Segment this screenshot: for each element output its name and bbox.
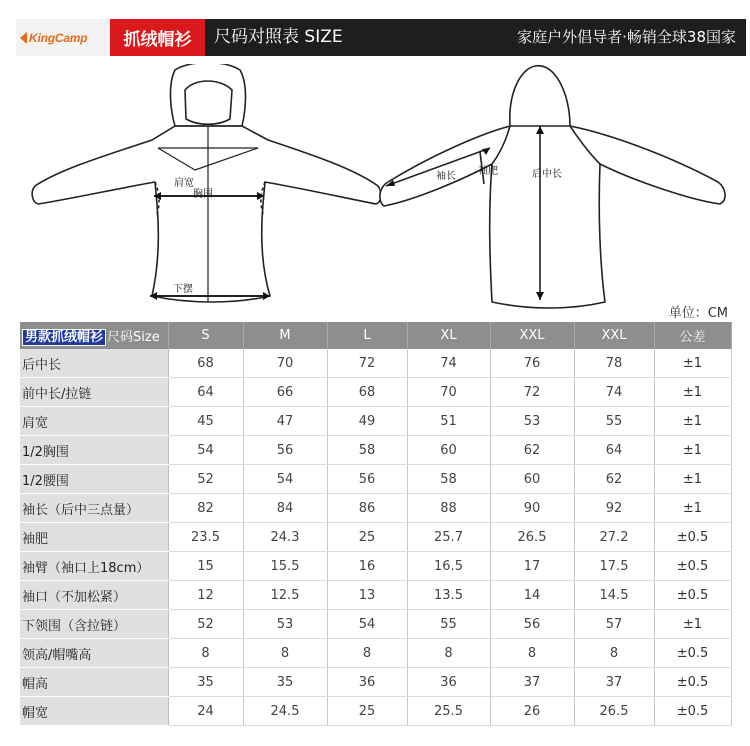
size-value-cell: 13.5 <box>407 581 490 610</box>
size-value-cell: 17.5 <box>574 552 654 581</box>
logo-text: KingCamp <box>29 30 88 45</box>
table-row <box>20 552 731 581</box>
size-value-cell: 26.5 <box>574 697 654 726</box>
size-value-cell: 8 <box>327 639 407 668</box>
tolerance-cell: ±1 <box>654 465 731 494</box>
chest-label: 胸围 <box>193 189 213 200</box>
size-value-cell: 36 <box>407 668 490 697</box>
size-value-cell: 62 <box>574 465 654 494</box>
row-label: 1/2腰围 <box>20 465 168 494</box>
brand-logo <box>16 19 110 56</box>
size-value-cell: 70 <box>243 349 327 378</box>
size-value-cell: 58 <box>327 436 407 465</box>
size-value-cell: 8 <box>574 639 654 668</box>
sleeve-width-label: 袖肥 <box>478 166 498 177</box>
size-value-cell: 55 <box>574 407 654 436</box>
row-label: 肩宽 <box>20 407 168 436</box>
size-value-cell: 72 <box>327 349 407 378</box>
row-label: 领高/帽嘴高 <box>20 639 168 668</box>
size-value-cell: 16.5 <box>407 552 490 581</box>
row-label: 1/2胸围 <box>20 436 168 465</box>
size-table <box>20 322 732 726</box>
size-value-cell: 82 <box>168 494 243 523</box>
size-value-cell: 66 <box>243 378 327 407</box>
header-bar <box>16 19 746 56</box>
column-header: XL <box>407 322 490 349</box>
size-value-cell: 15.5 <box>243 552 327 581</box>
size-value-cell: 56 <box>243 436 327 465</box>
table-row <box>20 668 731 697</box>
size-value-cell: 76 <box>490 349 574 378</box>
sleeve-length-label: 袖长 <box>436 171 456 182</box>
size-value-cell: 64 <box>574 436 654 465</box>
back-length-label: 后中长 <box>532 169 562 180</box>
unit-label: 单位：CM <box>668 306 728 321</box>
size-value-cell: 86 <box>327 494 407 523</box>
tolerance-cell: ±0.5 <box>654 639 731 668</box>
size-value-cell: 16 <box>327 552 407 581</box>
table-header-label-cell <box>20 322 168 349</box>
jacket-front-diagram <box>20 64 380 314</box>
column-header-tolerance: 公差 <box>654 322 731 349</box>
row-label: 袖长（后中三点量） <box>20 494 168 523</box>
table-body <box>20 349 731 726</box>
product-tag: 抓绒帽衫 <box>110 19 205 56</box>
size-value-cell: 25.7 <box>407 523 490 552</box>
logo-mark-icon <box>20 32 27 44</box>
shoulder-label: 肩宽 <box>174 178 194 189</box>
table-row <box>20 436 731 465</box>
size-value-cell: 56 <box>490 610 574 639</box>
table-header-label: 尺码Size <box>107 330 160 345</box>
size-value-cell: 26 <box>490 697 574 726</box>
size-value-cell: 8 <box>407 639 490 668</box>
size-value-cell: 74 <box>574 378 654 407</box>
size-value-cell: 52 <box>168 465 243 494</box>
size-value-cell: 36 <box>327 668 407 697</box>
size-value-cell: 55 <box>407 610 490 639</box>
size-value-cell: 24 <box>168 697 243 726</box>
size-value-cell: 25 <box>327 523 407 552</box>
size-value-cell: 25 <box>327 697 407 726</box>
size-value-cell: 14 <box>490 581 574 610</box>
row-label: 后中长 <box>20 349 168 378</box>
tolerance-cell: ±1 <box>654 610 731 639</box>
size-value-cell: 8 <box>243 639 327 668</box>
size-value-cell: 8 <box>168 639 243 668</box>
table-row <box>20 349 731 378</box>
size-value-cell: 90 <box>490 494 574 523</box>
row-label: 下领围（含拉链） <box>20 610 168 639</box>
row-label: 帽高 <box>20 668 168 697</box>
table-row <box>20 610 731 639</box>
table-row <box>20 581 731 610</box>
size-value-cell: 70 <box>407 378 490 407</box>
size-value-cell: 12 <box>168 581 243 610</box>
size-value-cell: 14.5 <box>574 581 654 610</box>
size-value-cell: 54 <box>327 610 407 639</box>
table-row <box>20 407 731 436</box>
size-value-cell: 8 <box>490 639 574 668</box>
size-value-cell: 74 <box>407 349 490 378</box>
table-row <box>20 378 731 407</box>
row-label: 袖肥 <box>20 523 168 552</box>
table-row <box>20 465 731 494</box>
size-value-cell: 23.5 <box>168 523 243 552</box>
table-row <box>20 639 731 668</box>
size-value-cell: 49 <box>327 407 407 436</box>
tolerance-cell: ±0.5 <box>654 523 731 552</box>
size-value-cell: 27.2 <box>574 523 654 552</box>
size-value-cell: 56 <box>327 465 407 494</box>
column-header: L <box>327 322 407 349</box>
size-value-cell: 60 <box>407 436 490 465</box>
table-header-tag: 男款抓绒帽衫 <box>22 329 106 346</box>
row-label: 袖口（不加松紧） <box>20 581 168 610</box>
size-value-cell: 26.5 <box>490 523 574 552</box>
size-value-cell: 24.3 <box>243 523 327 552</box>
size-chart-title: 尺码对照表 SIZE <box>214 27 343 47</box>
size-value-cell: 13 <box>327 581 407 610</box>
hem-label: 下摆 <box>173 284 193 295</box>
size-value-cell: 64 <box>168 378 243 407</box>
tolerance-cell: ±0.5 <box>654 697 731 726</box>
row-label: 帽宽 <box>20 697 168 726</box>
tolerance-cell: ±1 <box>654 378 731 407</box>
size-value-cell: 45 <box>168 407 243 436</box>
size-value-cell: 12.5 <box>243 581 327 610</box>
size-value-cell: 54 <box>168 436 243 465</box>
size-value-cell: 58 <box>407 465 490 494</box>
tolerance-cell: ±1 <box>654 349 731 378</box>
size-value-cell: 25.5 <box>407 697 490 726</box>
size-value-cell: 57 <box>574 610 654 639</box>
size-value-cell: 53 <box>243 610 327 639</box>
tolerance-cell: ±0.5 <box>654 668 731 697</box>
size-value-cell: 92 <box>574 494 654 523</box>
table-header-row <box>20 322 731 349</box>
table-row <box>20 523 731 552</box>
column-header: XXL <box>574 322 654 349</box>
size-value-cell: 15 <box>168 552 243 581</box>
size-value-cell: 84 <box>243 494 327 523</box>
size-value-cell: 51 <box>407 407 490 436</box>
size-value-cell: 35 <box>168 668 243 697</box>
column-header: XXL <box>490 322 574 349</box>
size-value-cell: 47 <box>243 407 327 436</box>
jacket-back-diagram <box>370 64 750 314</box>
tolerance-cell: ±0.5 <box>654 552 731 581</box>
tolerance-cell: ±1 <box>654 436 731 465</box>
size-value-cell: 72 <box>490 378 574 407</box>
size-value-cell: 68 <box>168 349 243 378</box>
slogan: 家庭户外倡导者·畅销全球38国家 <box>517 28 736 46</box>
tolerance-cell: ±1 <box>654 407 731 436</box>
size-value-cell: 24.5 <box>243 697 327 726</box>
table-row <box>20 697 731 726</box>
size-value-cell: 78 <box>574 349 654 378</box>
size-value-cell: 88 <box>407 494 490 523</box>
size-value-cell: 52 <box>168 610 243 639</box>
size-value-cell: 37 <box>574 668 654 697</box>
size-value-cell: 17 <box>490 552 574 581</box>
size-value-cell: 68 <box>327 378 407 407</box>
size-value-cell: 37 <box>490 668 574 697</box>
tolerance-cell: ±1 <box>654 494 731 523</box>
size-value-cell: 60 <box>490 465 574 494</box>
row-label: 袖臂（袖口上18cm） <box>20 552 168 581</box>
size-value-cell: 54 <box>243 465 327 494</box>
tolerance-cell: ±0.5 <box>654 581 731 610</box>
size-value-cell: 53 <box>490 407 574 436</box>
size-value-cell: 35 <box>243 668 327 697</box>
size-value-cell: 62 <box>490 436 574 465</box>
column-header: M <box>243 322 327 349</box>
row-label: 前中长/拉链 <box>20 378 168 407</box>
table-row <box>20 494 731 523</box>
column-header: S <box>168 322 243 349</box>
